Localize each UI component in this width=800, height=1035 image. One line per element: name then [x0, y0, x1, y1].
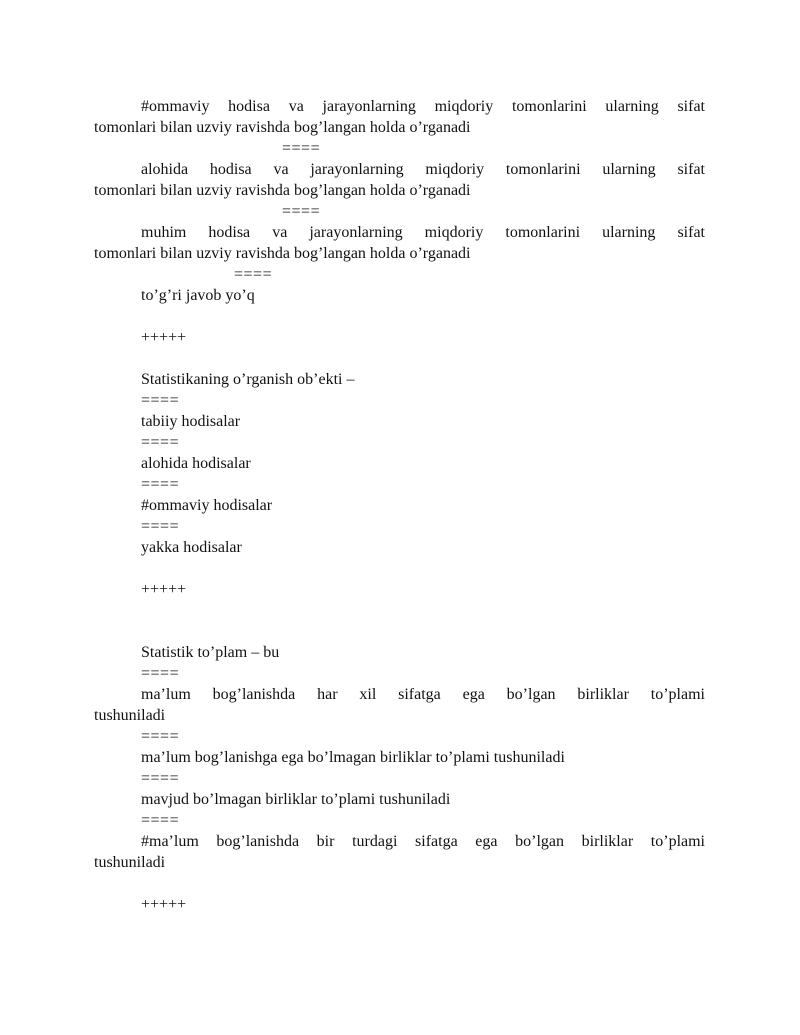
q1-option-2-line-2: tomonlari bilan uzviy ravishda bog’langan holda o’rganadi: [94, 182, 471, 199]
separator: ====: [141, 728, 180, 745]
q1-option-4: to’g’ri javob yo’q: [141, 287, 255, 304]
separator: ====: [141, 770, 180, 787]
q1-option-1-line-1: #ommaviy hodisa va jarayonlarning miqdoriy tomonlarini ularning sifat: [141, 98, 705, 115]
q2-option-4: yakka hodisalar: [141, 539, 242, 556]
q3-option-3: mavjud bo’lmagan birliklar to’plami tushuniladi: [141, 791, 451, 808]
separator: ====: [141, 812, 180, 829]
q1-option-3-line-1: muhim hodisa va jarayonlarning miqdoriy tomonlarini ularning sifat: [141, 224, 705, 241]
separator: ====: [282, 203, 321, 220]
q2-option-3: #ommaviy hodisalar: [141, 497, 273, 514]
question-end-marker: +++++: [141, 329, 187, 346]
separator: ====: [234, 266, 273, 283]
q3-question: Statistik to’plam – bu: [141, 644, 280, 661]
q3-option-1-line-1: ma’lum bog’lanishda har xil sifatga ega bo’lgan birliklar to’plami: [141, 686, 705, 703]
separator: ====: [282, 140, 321, 157]
q3-option-2: ma’lum bog’lanishga ega bo’lmagan birliklar to’plami tushuniladi: [141, 749, 565, 766]
q1-option-1-line-2: tomonlari bilan uzviy ravishda bog’langan holda o’rganadi: [94, 119, 471, 136]
q2-option-2: alohida hodisalar: [141, 455, 251, 472]
q3-option-1-line-2: tushuniladi: [94, 707, 166, 724]
q3-option-4-line-2: tushuniladi: [94, 854, 166, 871]
separator: ====: [141, 665, 180, 682]
separator: ====: [141, 434, 180, 451]
separator: ====: [141, 476, 180, 493]
q1-option-3-line-2: tomonlari bilan uzviy ravishda bog’langan holda o’rganadi: [94, 245, 471, 262]
separator: ====: [141, 392, 180, 409]
q2-question: Statistikaning o’rganish ob’ekti –: [141, 371, 355, 388]
q2-option-1: tabiiy hodisalar: [141, 413, 241, 430]
q3-option-4-line-1: #ma’lum bog’lanishda bir turdagi sifatga ega bo’lgan birliklar to’plami: [141, 833, 705, 850]
question-end-marker: +++++: [141, 581, 187, 598]
separator: ====: [141, 518, 180, 535]
q1-option-2-line-1: alohida hodisa va jarayonlarning miqdoriy tomonlarini ularning sifat: [141, 161, 705, 178]
question-end-marker: +++++: [141, 896, 187, 913]
